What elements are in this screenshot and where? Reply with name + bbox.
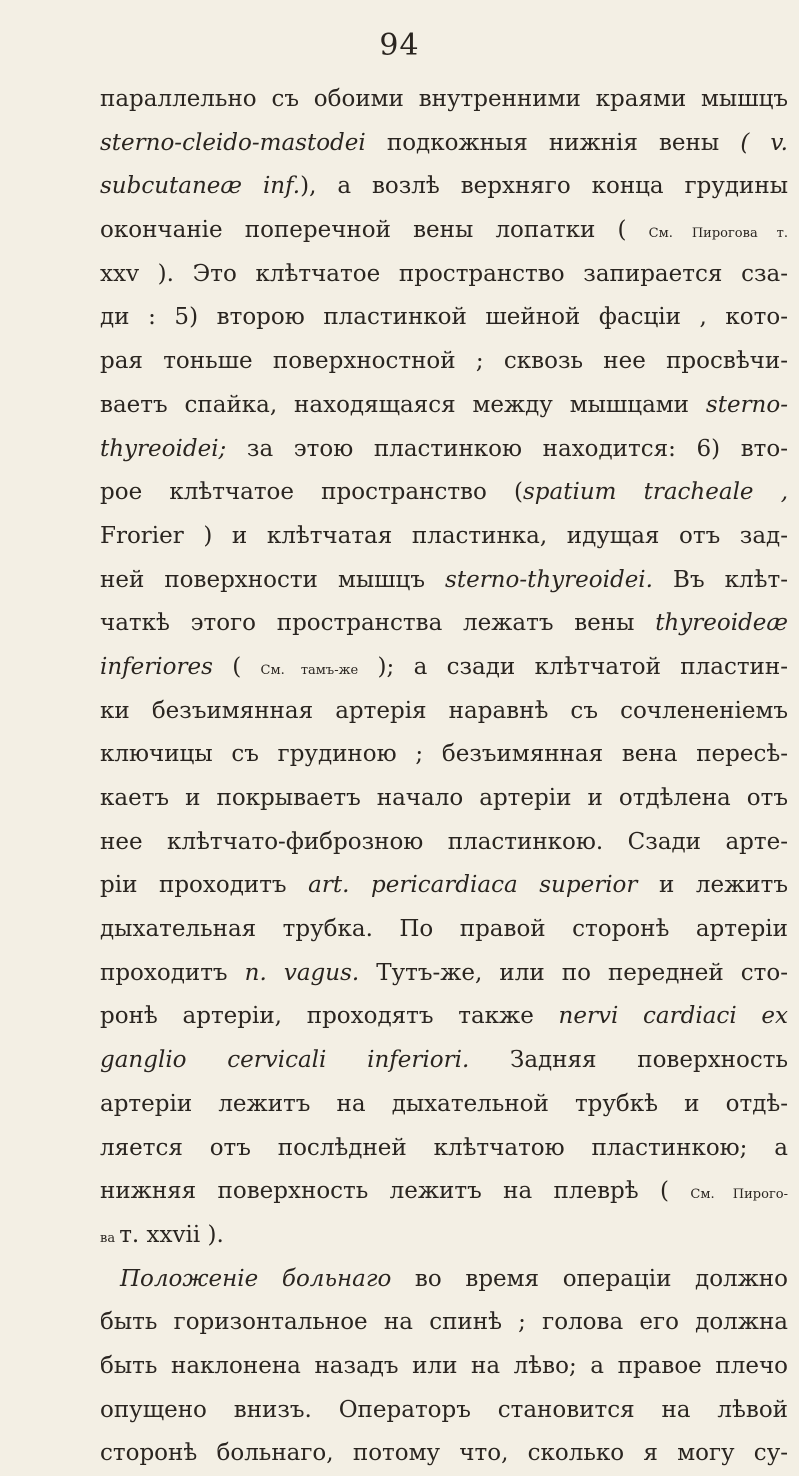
text-segment: ); а сзади клѣтчатой пластин-: [358, 653, 788, 680]
text-line: [100, 777, 788, 821]
text-line: [100, 1345, 788, 1389]
italic-term: spatium tracheale ,: [522, 479, 788, 506]
text-line: [100, 559, 788, 603]
text-segment: (: [212, 653, 261, 680]
text-line: [100, 733, 788, 777]
text-line: [100, 821, 788, 865]
text-line: [100, 995, 788, 1039]
text-line: [100, 1083, 788, 1127]
italic-term: sterno-thyreoidei.: [445, 566, 653, 593]
text-line: [100, 1389, 788, 1433]
text-line: [100, 602, 788, 646]
text-line: [100, 952, 788, 996]
italic-term: ( v.: [740, 129, 788, 156]
text-segment: проходитъ: [100, 959, 245, 986]
italic-term: inferiores: [100, 653, 213, 680]
text-line: [100, 165, 788, 209]
text-segment: параллельно съ обоими внутренними краями мышцъ: [100, 86, 788, 112]
text-segment: ва: [100, 1230, 120, 1246]
text-line: [100, 296, 788, 340]
text-line: [100, 122, 788, 166]
page-number: 94: [379, 28, 420, 63]
text-line: [100, 1432, 788, 1476]
text-segment: рая тоньше поверхностной ; сквозь нее просвѣчи-: [100, 348, 788, 375]
text-segment: ки безъимянная артерія наравнѣ съ сочлененіемъ: [100, 697, 788, 724]
body-text: [100, 78, 788, 1476]
text-segment: нее клѣтчато-фиброзною пластинкою. Сзади арте-: [100, 828, 788, 855]
text-segment: т. xxvii ).: [119, 1221, 224, 1248]
text-segment: ваетъ спайка, находящаяся между мышцами: [100, 391, 706, 418]
text-line: [100, 1258, 788, 1302]
text-segment: ключицы съ грудиною ; безъимянная вена пересѣ-: [100, 741, 788, 768]
text-line: [100, 1127, 788, 1171]
text-line: [100, 471, 788, 515]
text-segment: ), а возлѣ верхняго конца грудины: [300, 173, 788, 200]
text-line: [100, 864, 788, 908]
text-line: [100, 1214, 788, 1258]
text-segment: ней поверхности мышцъ: [100, 566, 446, 593]
text-line: [100, 1170, 788, 1214]
text-segment: См. тамъ-же: [260, 662, 359, 678]
text-segment: ріи проходитъ: [100, 872, 309, 899]
italic-term: sterno-: [705, 391, 788, 418]
text-segment: Въ клѣт-: [652, 566, 788, 593]
text-segment: во время операціи должно: [391, 1265, 788, 1292]
text-segment: См. Пирого-: [690, 1187, 788, 1203]
text-line: [100, 384, 788, 428]
text-segment: ронѣ артеріи, проходятъ также: [100, 1003, 559, 1030]
text-line: [100, 1301, 788, 1345]
text-line: [100, 209, 788, 253]
italic-term: subcutaneæ inf.: [100, 173, 301, 200]
text-segment: ди : 5) второю пластинкой шейной фасціи , кото-: [100, 304, 788, 331]
italic-term: art. pericardiaca superior: [308, 872, 638, 899]
text-segment: Задняя поверхность: [469, 1047, 788, 1074]
text-segment: и лежитъ: [637, 872, 788, 899]
text-line: [100, 428, 788, 472]
italic-term: sterno-cleido-mastodei: [100, 129, 366, 156]
text-segment: каетъ и покрываетъ начало артеріи и отдѣлена отъ: [100, 785, 788, 811]
text-segment: ляется отъ послѣдней клѣтчатою пластинкою; а: [100, 1134, 788, 1161]
text-segment: быть наклонена назадъ или на лѣво; а правое плечо: [100, 1352, 788, 1379]
text-segment: нижняя поверхность лежитъ на плеврѣ (: [100, 1178, 691, 1205]
text-segment: рое клѣтчатое пространство (: [100, 479, 523, 506]
text-segment: артеріи лежитъ на дыхательной трубкѣ и отдѣ-: [100, 1090, 788, 1117]
text-line: [100, 908, 788, 952]
text-segment: за этою пластинкою находится: 6) вто-: [226, 435, 788, 462]
text-segment: сторонѣ больнаго, потому что, сколько я могу су-: [100, 1440, 788, 1467]
text-segment: См. Пирогова т.: [648, 226, 788, 242]
text-segment: xxv ). Это клѣтчатое пространство запирается сза-: [100, 260, 788, 287]
italic-term: n. vagus.: [244, 959, 360, 986]
text-segment: подкожныя нижнія вены: [365, 129, 741, 156]
italic-term: ganglio cervicali inferiori.: [100, 1047, 470, 1074]
italic-term: thyreoideæ: [655, 610, 788, 637]
italic-term: nervi cardiaci ex: [558, 1003, 788, 1030]
italic-term: thyreoidei;: [100, 435, 227, 462]
text-line: [100, 690, 788, 734]
text-segment: быть горизонтальное на спинѣ ; голова его должна: [100, 1309, 788, 1336]
text-line: [100, 1039, 788, 1083]
text-segment: чаткѣ этого пространства лежатъ вены: [100, 610, 656, 637]
text-line: [100, 253, 788, 297]
italic-term: Положеніе больнаго: [120, 1265, 392, 1292]
text-line: [100, 515, 788, 559]
text-segment: опущено внизъ. Операторъ становится на лѣвой: [100, 1396, 788, 1423]
text-segment: дыхательная трубка. По правой сторонѣ артеріи: [100, 916, 788, 943]
text-line: [100, 646, 788, 690]
text-segment: Тутъ-же, или по передней сто-: [359, 959, 788, 986]
text-segment: окончаніе поперечной вены лопатки (: [100, 217, 649, 244]
text-line: [100, 78, 788, 122]
text-line: [100, 340, 788, 384]
text-segment: Frorier ) и клѣтчатая пластинка, идущая отъ зад-: [100, 522, 788, 549]
